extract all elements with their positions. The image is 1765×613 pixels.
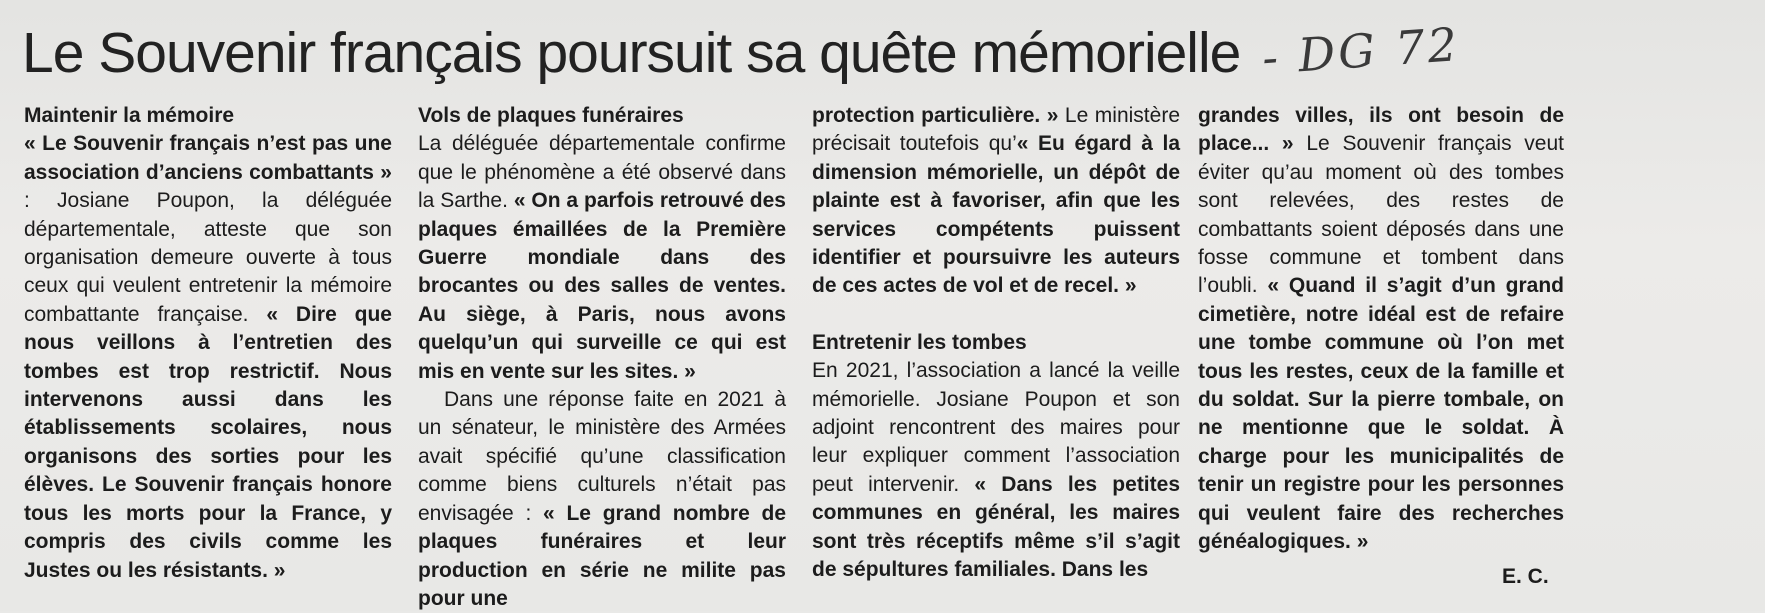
- paragraph: [812, 357, 1180, 584]
- handwritten-note: - DG 72: [1260, 17, 1462, 85]
- quote: « On a parfois retrouvé des plaques émaillées de la Première Guerre mondiale dans des brocantes ou des salles de ventes. Au siège, à Paris, nous avons quelqu’un qui surveille ce qui est mis en vente sur les sites. »: [418, 189, 786, 383]
- quote: protection particulière. »: [812, 104, 1059, 127]
- author-signature: E. C.: [1502, 565, 1549, 588]
- quote: « Le grand nombre de plaques funéraires et leur production en série ne milite pas pour une: [418, 501, 787, 610]
- quote: « Eu égard à la dimension mémorielle, un dépôt de plainte est à favoriser, afin que les services compétents puissent identifier et poursuivre les auteurs de ces actes de vol et de recel. »: [812, 132, 1181, 298]
- paragraph: [418, 130, 786, 386]
- subhead-maintenir: Maintenir la mémoire: [24, 104, 235, 127]
- quote: « Dans les petites communes en général, les maires sont très réceptifs même s’il s’agit de sépultures familiales. Dans les: [812, 472, 1180, 582]
- spacer: [812, 301, 1180, 329]
- paragraph: [812, 102, 1180, 301]
- text: En 2021, l’association a lancé la veille mémorielle. Josiane Poupon et son adjoint rencontrent des maires pour leur expliquer comment l’association peut intervenir.: [812, 359, 1180, 496]
- text: Le Souvenir français veut éviter qu’au moment où des tombes sont relevées, des restes de combattants soient déposés dans une fosse commune et tombent dans l’oubli.: [1198, 132, 1565, 298]
- column-1: [24, 102, 392, 585]
- text: : Josiane Poupon, la déléguée départementale, atteste que son organisation demeure ouverte à tous ceux qui veulent entretenir la mémoire combattante française.: [24, 189, 392, 326]
- paragraph: [24, 130, 392, 585]
- paragraph: [1198, 102, 1564, 557]
- paragraph: [418, 386, 786, 613]
- text: Le ministère précisait toutefois qu’: [812, 104, 1180, 156]
- subhead-entretenir: Entretenir les tombes: [812, 330, 1027, 354]
- quote: « Le Souvenir français n’est pas une association d’anciens combattants »: [24, 132, 392, 184]
- quote: « Quand il s’agit d’un grand cimetière, notre idéal est de refaire une tombe commune où l’on met tous les restes, ceux de la famille et du soldat. Sur la pierre tombale, on ne mentionne que le soldat. À charge pour les municipalités de tenir un registre pour les personnes qui veulent faire des recherches généalogiques. »: [1198, 274, 1564, 554]
- subhead-vols: Vols de plaques funéraires: [418, 104, 684, 127]
- quote: grandes villes, ils ont besoin de place... »: [1198, 104, 1564, 156]
- text: Dans une réponse faite en 2021 à un sénateur, le ministère des Armées avait spécifié qu’une classification comme biens culturels n’était pas envisagée :: [418, 388, 786, 525]
- column-3: [812, 102, 1180, 585]
- quote: « Dire que nous veillons à l’entretien des tombes est trop restrictif. Nous intervenons aussi dans les établissements scolaires, nous organisons des sorties pour les élèves. Le Souvenir français honore tous les morts pour la France, y compris des civils comme les Justes ou les résistants. »: [24, 302, 392, 582]
- text: La déléguée départementale confirme que le phénomène a été observé dans la Sarthe.: [418, 132, 786, 213]
- column-2: [418, 102, 786, 613]
- headline: Le Souvenir français poursuit sa quête mémorielle: [22, 21, 1241, 85]
- column-4: [1198, 102, 1564, 557]
